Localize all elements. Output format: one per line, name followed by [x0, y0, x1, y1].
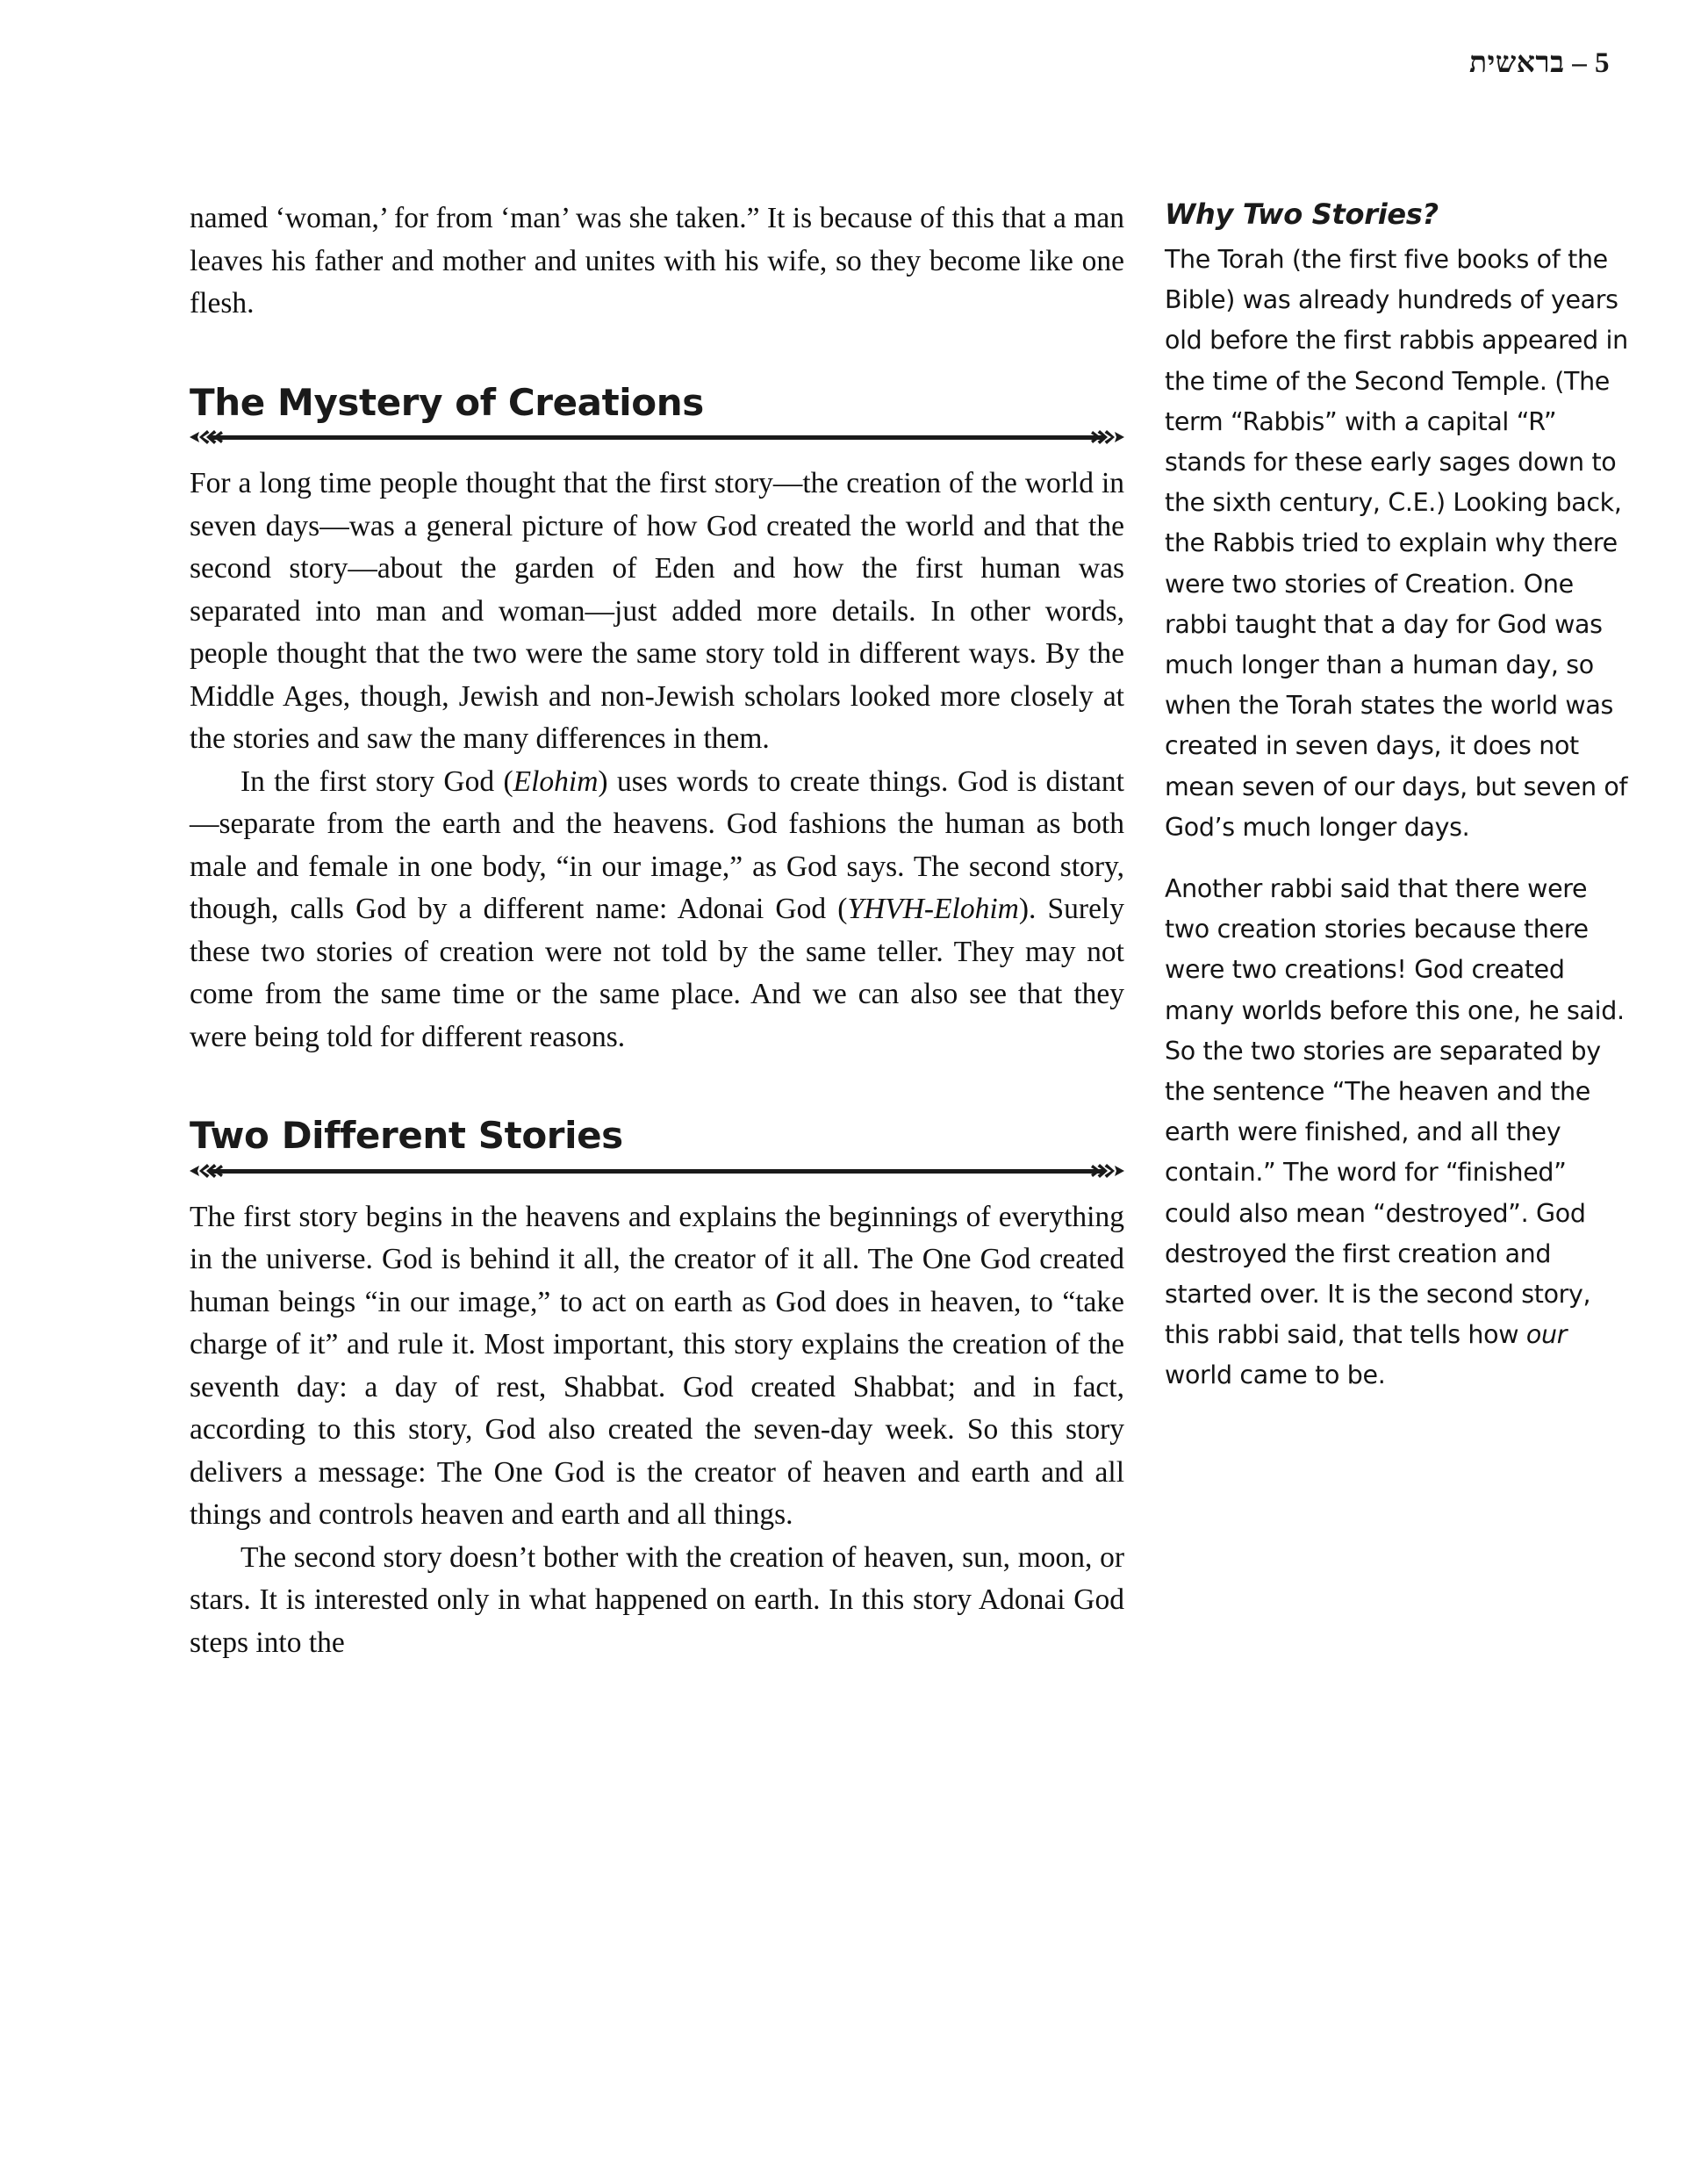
- spacer: [190, 449, 1124, 463]
- emphasis-term: YHVH-Elohim: [847, 893, 1019, 926]
- paragraph: For a long time people thought that the first story—the creation of the world in seven days—was a general picture of how God created the world and that the second story—about the garden of Eden and how the first human was separated into man and woman—just added more details. In other words, people thought that the two were the same story told in different ways. By the Middle Ages, though, Jewish and non-Jewish scholars looked more closely at the stories and saw the many differences in them.: [190, 467, 1124, 756]
- sidebar: [1165, 197, 1637, 1396]
- section-header-mystery-of-creations: [190, 380, 1124, 449]
- page-columns: [0, 197, 1708, 2168]
- sidebar-heading: Why Two Stories?: [1165, 197, 1439, 231]
- sidebar-paragraph: Another rabbi said that there were two creation stories because there were two creations! God created many worlds before this one, he said. So the two stories are separated by the sentence “The heaven and the earth were finished, and all they contain.” The word for “finished” could also mean “destroyed”. God destroyed the first creation and started over. It is the second story, this rabbi said, that tells how our world came to be.: [1165, 874, 1625, 1390]
- arrow-right-feather-icon: [1084, 426, 1124, 449]
- spacer: [1165, 848, 1637, 869]
- running-head-text: 5 – בראשית: [1469, 47, 1610, 79]
- sidebar-paragraph: The Torah (the first five books of the Bible) was already hundreds of years old before the first rabbis appeared in the time of the Second Temple. (The term “Rabbis” with a capital “R” stands for these early sages down to the sixth century, C.E.) Looking back, the Rabbis tried to explain why there were two stories of Creation. One rabbi taught that a day for God was much longer than a human day, so when the Torah states the world was created in seven days, it does not mean seven of our days, but seven of God’s much longer days.: [1165, 245, 1628, 842]
- spacer: [190, 326, 1124, 384]
- section-rule-bar: [209, 1169, 1105, 1174]
- spacer: [190, 1059, 1124, 1116]
- section-rule: [190, 426, 1124, 449]
- spacer: [190, 1182, 1124, 1196]
- section-header-two-different-stories: [190, 1116, 1124, 1182]
- continued-paragraph: named ‘woman,’ for from ‘man’ was she taken.” It is because of this that a man leaves his father and mother and unites with his wife, so they become like one flesh.: [190, 202, 1124, 319]
- paragraph: In the first story God (Elohim) uses words to create things. God is distant—separate from the earth and the heavens. God fashions the human as both male and female in one body, “in our image,” as God says. The second story, though, calls God by a different name: Adonai God (YHVH-Elohim). Surely these two stories of creation were not told by the same teller. They may not come from the same time or the same place. And we can also see that they were being told for different reasons.: [190, 765, 1124, 1053]
- section-rule: [190, 1159, 1124, 1182]
- emphasis-term: Elohim: [513, 765, 599, 798]
- section-heading: Two Different Stories: [190, 1114, 623, 1158]
- running-head: [1469, 47, 1610, 80]
- arrow-right-feather-icon: [1084, 1159, 1124, 1182]
- section-heading: The Mystery of Creations: [190, 380, 704, 424]
- paragraph: The first story begins in the heavens and explains the beginnings of everything in the universe. God is behind it all, the creator of it all. The One God created human beings “in our image,” to act on earth as God does in heaven, to “take charge of it” and rule it. Most important, this story explains the creation of the seventh day: a day of rest, Shabbat. God created Shabbat; and in fact, according to this story, God also created the seven-day week. So this story delivers a message: The One God is the creator of heaven and earth and all things and controls heaven and earth and all things.: [190, 1200, 1124, 1532]
- paragraph: The second story doesn’t bother with the creation of heaven, sun, moon, or stars. It is interested only in what happened on earth. In this story Adonai God steps into the: [190, 1540, 1124, 1659]
- emphasis-term: our: [1525, 1320, 1568, 1350]
- main-column: [190, 197, 1124, 1664]
- section-rule-bar: [209, 435, 1105, 440]
